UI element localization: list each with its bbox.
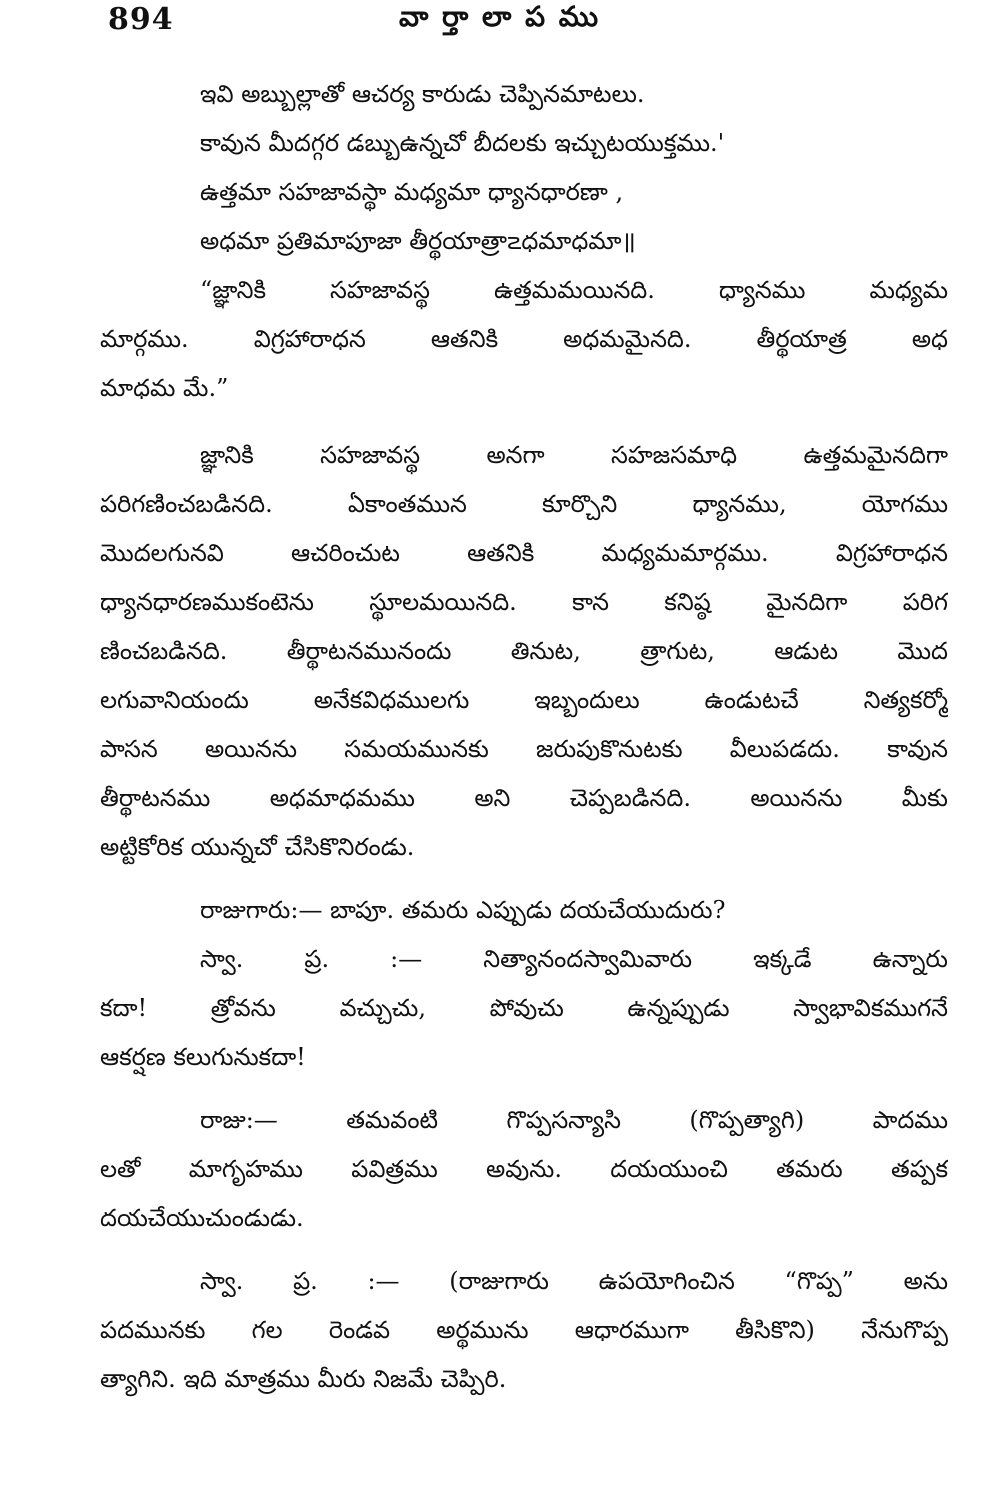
paragraph-line: పరిగణించబడినది. ఏకాంతమున కూర్చొని ధ్యానము, యోగము [100,490,948,518]
paragraph-line: లగువానియందు అనేకవిధములగు ఇబ్బందులు ఉండుటచే నిత్యకర్మో [100,686,948,714]
quote-paragraph [100,266,948,413]
paragraph-line: “జ్ఞానికి సహజావస్థ ఉత్తమమయినది. ధ్యానము మధ్యమ [200,276,948,304]
verse-line: ఉత్తమా సహజావస్థా మధ్యమా ధ్యానధారణా , [200,178,624,206]
raja-question-paragraph [100,886,948,935]
paragraph-line: మార్గము. విగ్రహారాధన ఆతనికి అధమమైనది. తీర్థయాత్ర అధ [100,325,948,353]
paragraph-line: అట్టికోరిక యున్నచో చేసికొనిరండు. [100,833,415,861]
paragraph-line: త్యాగిని. ఇది మాత్రము మీరు నిజమే చెప్పిరి. [100,1365,507,1393]
paragraph-line: రాజు:— తమవంటి గొప్పసన్యాసి (గొప్పత్యాగి) పాదము [200,1106,948,1134]
paragraph-line: మొదలగునవి ఆచరించుట ఆతనికి మధ్యమమార్గము. విగ్రహారాధన [100,539,948,567]
explanation-paragraph [100,431,948,872]
swami-reply-paragraph [100,935,948,1082]
paragraph-line: ధ్యానధారణముకంటెను స్థూలమయినది. కాన కనిష్ఠ మైనదిగా పరిగ [100,588,948,616]
paragraph-line: జ్ఞానికి సహజావస్థ అనగా సహజసమాధి ఉత్తమమైనదిగా [200,441,948,469]
paragraph-line: స్వా. ప్ర. :— (రాజుగారు ఉపయోగించిన “గొప్ప” అను [200,1267,948,1295]
page-number: 894 [108,2,174,37]
paragraph-line: పాసన అయినను సమయమునకు జరుపుకొనుటకు వీలుపడదు. కావున [100,735,948,763]
paragraph-line: దయచేయుచుండుడు. [100,1204,304,1232]
paragraph-line: లతో మాగృహము పవిత్రము అవును. దయయుంచి తమరు తప్పక [100,1155,948,1183]
running-head: వా ర్తా లా ప ము [398,0,601,33]
page-body [100,70,948,1404]
paragraph-line: ణించబడినది. తీర్థాటనమునందు తినుట, త్రాగుట, ఆడుట మొద [100,637,948,665]
paragraph-line: స్వా. ప్ర. :— నిత్యానందస్వామివారు ఇక్కడే ఉన్నారు [200,945,948,973]
raja-reply-paragraph [100,1096,948,1243]
paragraph-line: రాజుగారు:— బాపూ. తమరు ఎప్పుడు దయచేయుదురు? [200,896,726,924]
paragraph-line: కదా! త్రోవను వచ్చుచు, పోవుచు ఉన్నప్పుడు స్వాభావికముగనే [100,994,948,1022]
swami-second-reply-paragraph [100,1257,948,1404]
paragraph-line: పదమునకు గల రెండవ అర్థమును ఆధారముగా తీసికొని) నేనుగొప్ప [100,1316,948,1344]
paragraph-line: ఆకర్షణ కలుగునుకదా! [100,1043,306,1071]
paragraph-line: మాధమ మే.” [100,374,229,402]
verse-block [100,70,948,266]
paragraph-line: తీర్థాటనము అధమాధమము అని చెప్పబడినది. అయినను మీకు [100,784,948,812]
verse-line: కావున మీదగ్గర డబ్బుఉన్నచో బీదలకు ఇచ్చుటయుక్తము.' [200,129,725,157]
verse-line: అధమా ప్రతిమాపూజా తీర్థయాత్రా౽ధమాధమా॥ [200,227,636,255]
verse-line: ఇవి అబ్బుల్లాతో ఆచర్య కారుడు చెప్పినమాటలు. [200,80,645,108]
